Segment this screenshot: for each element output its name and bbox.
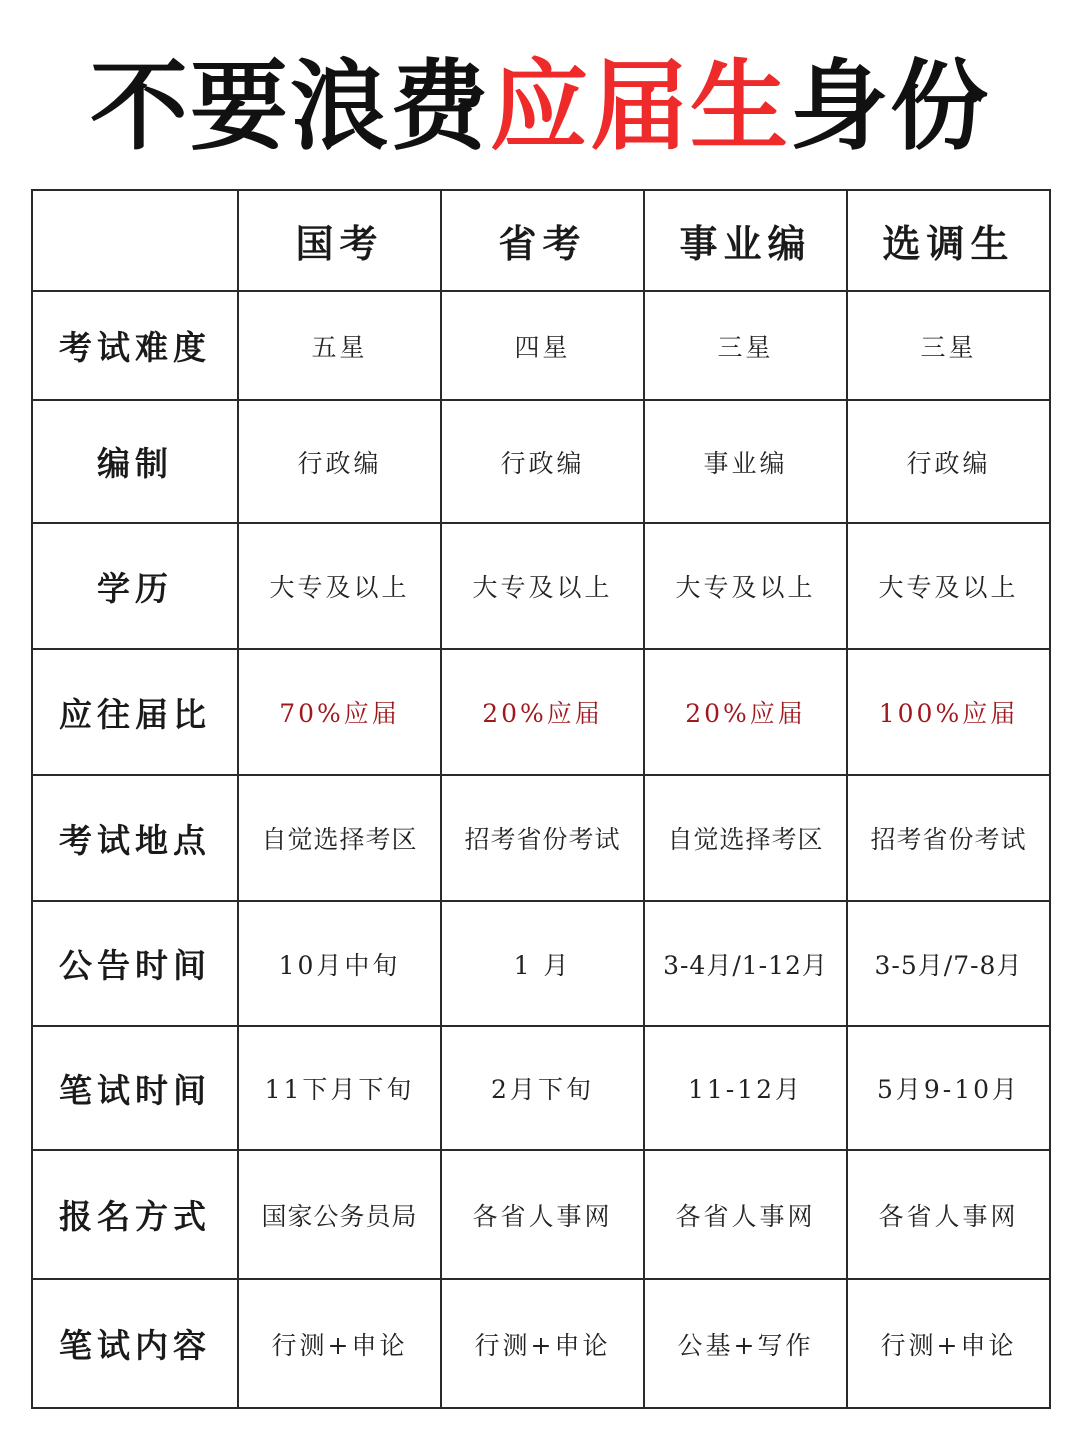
row-header: 公告时间 [32,901,238,1026]
row-header: 编制 [32,400,238,523]
table-cell: 三星 [644,291,847,400]
row-header: 笔试时间 [32,1026,238,1150]
row-header: 考试地点 [32,775,238,901]
table-cell: 公基+写作 [644,1279,847,1408]
table-cell: 3-4月/1-12月 [644,901,847,1026]
table-cell: 1 月 [441,901,644,1026]
table-row [32,291,1050,400]
table-row [32,775,1050,901]
table-cell: 大专及以上 [441,523,644,649]
table-cell: 五星 [238,291,441,400]
table-row [32,1150,1050,1279]
table-cell: 三星 [847,291,1050,400]
table-cell: 11下月下旬 [238,1026,441,1150]
table-row [32,523,1050,649]
table-row [32,649,1050,775]
table-header-row [32,190,1050,291]
table-cell-highlight: 70%应届 [238,649,441,775]
table-cell: 招考省份考试 [441,775,644,901]
table-cell: 2月下旬 [441,1026,644,1150]
table-cell: 行测+申论 [847,1279,1050,1408]
row-header: 笔试内容 [32,1279,238,1408]
column-header-guokao: 国考 [238,190,441,291]
table-cell: 行政编 [238,400,441,523]
table-cell: 各省人事网 [847,1150,1050,1279]
table-cell: 各省人事网 [441,1150,644,1279]
table-cell-highlight: 20%应届 [441,649,644,775]
table-row [32,1279,1050,1408]
table-cell: 11-12月 [644,1026,847,1150]
table-cell: 大专及以上 [847,523,1050,649]
comparison-table [31,189,1051,1409]
column-header-shengkao: 省考 [441,190,644,291]
title-part-before: 不要浪费 [89,50,490,164]
table-cell: 5月9-10月 [847,1026,1050,1150]
table-cell: 行政编 [847,400,1050,523]
table-cell: 自觉选择考区 [238,775,441,901]
row-header: 考试难度 [32,291,238,400]
table-cell: 大专及以上 [644,523,847,649]
table-cell: 四星 [441,291,644,400]
table-cell: 各省人事网 [644,1150,847,1279]
row-header: 学历 [32,523,238,649]
page-title [0,52,1080,162]
table-cell: 行测+申论 [441,1279,644,1408]
table-cell: 行测+申论 [238,1279,441,1408]
table-cell-highlight: 100%应届 [847,649,1050,775]
table-cell: 自觉选择考区 [644,775,847,901]
table-cell: 3-5月/7-8月 [847,901,1050,1026]
table-cell: 国家公务员局 [238,1150,441,1279]
table-row [32,1026,1050,1150]
table-corner-cell [32,190,238,291]
table-row [32,400,1050,523]
table-cell: 事业编 [644,400,847,523]
column-header-xuandiaosheng: 选调生 [847,190,1050,291]
row-header: 报名方式 [32,1150,238,1279]
table-cell: 大专及以上 [238,523,441,649]
title-part-highlight: 应届生 [489,50,790,164]
table-cell: 行政编 [441,400,644,523]
column-header-shiyebian: 事业编 [644,190,847,291]
table-cell-highlight: 20%应届 [644,649,847,775]
table-cell: 10月中旬 [238,901,441,1026]
table-row [32,901,1050,1026]
table-cell: 招考省份考试 [847,775,1050,901]
row-header: 应往届比 [32,649,238,775]
title-part-after: 身份 [790,50,991,164]
